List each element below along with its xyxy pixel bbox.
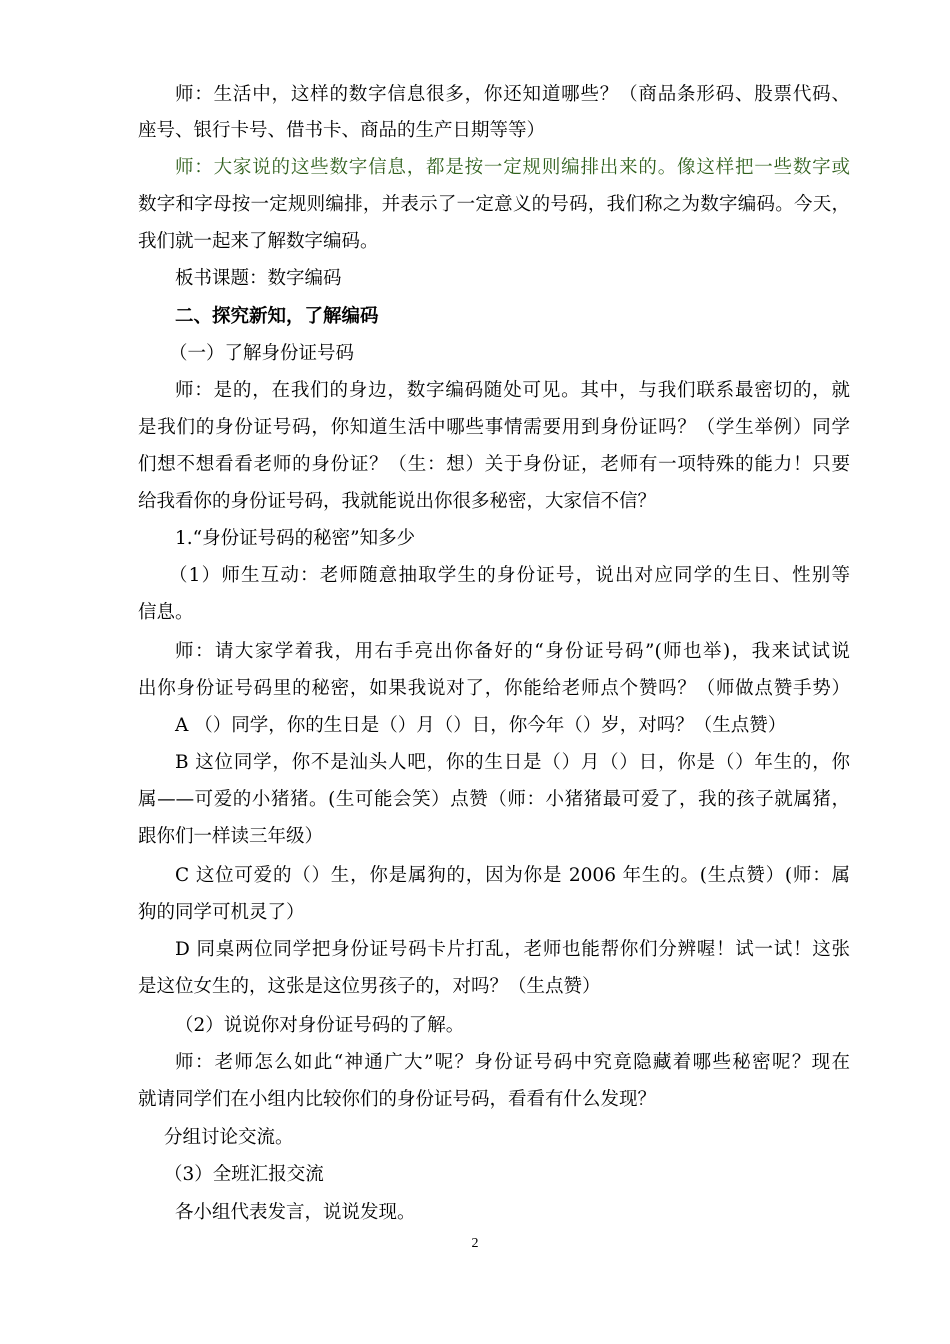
paragraph-line: D 同桌两位同学把身份证号码卡片打乱，老师也能帮你们分辨喔！试一试！这张 (175, 939, 850, 960)
paragraph-line: B 这位同学，你不是汕头人吧，你的生日是（）月（）日，你是（）年生的，你 (175, 752, 850, 773)
paragraph-line: 给我看你的身份证号码，我就能说出你很多秘密，大家信不信？ (138, 491, 657, 512)
section-heading: 二、探究新知，了解编码 (175, 306, 379, 327)
paragraph-line: 是我们的身份证号码，你知道生活中哪些事情需要用到身份证吗？（学生举例）同学 (138, 417, 850, 438)
paragraph-line-highlighted: 师：大家说的这些数字信息，都是按一定规则编排出来的。像这样把一些数字或 (175, 157, 850, 178)
paragraph-line: 各小组代表发言，说说发现。 (175, 1202, 416, 1223)
paragraph-line: 是这位女生的，这张是这位男孩子的，对吗？（生点赞） (138, 976, 601, 997)
paragraph-line: 跟你们一样读三年级） (138, 826, 324, 847)
paragraph-line: 数字和字母按一定规则编排，并表示了一定意义的号码，我们称之为数字编码。今天， (138, 194, 850, 215)
subsection-heading: （2）说说你对身份证号码的了解。 (175, 1015, 465, 1036)
paragraph-line: 师：老师怎么如此“神通广大”呢？身份证号码中究竟隐藏着哪些秘密呢？现在 (175, 1052, 850, 1073)
paragraph-line: 师：请大家学着我，用右手亮出你备好的“身份证号码”(师也举)，我来试试说 (175, 641, 850, 662)
paragraph-line: 就请同学们在小组内比较你们的身份证号码，看看有什么发现？ (138, 1089, 657, 1110)
paragraph-line: C 这位可爱的（）生，你是属狗的，因为你是 2006 年生的。(生点赞）(师：属 (175, 865, 850, 886)
paragraph-line: A （）同学，你的生日是（）月（）日，你今年（）岁，对吗？（生点赞） (175, 715, 787, 736)
paragraph-line: 属——可爱的小猪猪。(生可能会笑）点赞（师：小猪猪最可爱了，我的孩子就属猪， (138, 789, 850, 810)
paragraph-line: 板书课题：数字编码 (175, 268, 342, 289)
paragraph-line: 座号、银行卡号、借书卡、商品的生产日期等等） (138, 120, 546, 141)
paragraph-line: 师：生活中，这样的数字信息很多，你还知道哪些？（商品条形码、股票代码、 (175, 84, 850, 105)
page-number: 2 (471, 1236, 479, 1251)
paragraph-line: 出你身份证号码里的秘密，如果我说对了，你能给老师点个赞吗？（师做点赞手势） (138, 678, 850, 699)
paragraph-line: 我们就一起来了解数字编码。 (138, 231, 379, 252)
paragraph-line: 信息。 (138, 602, 194, 623)
subsection-heading: （一）了解身份证号码 (169, 343, 355, 364)
subsection-heading: （3）全班汇报交流 (164, 1164, 324, 1185)
paragraph-line: 狗的同学可机灵了） (138, 902, 305, 923)
paragraph-line: 们想不想看看老师的身份证？（生：想）关于身份证，老师有一项特殊的能力！只要 (138, 454, 850, 475)
paragraph-line: 分组讨论交流。 (164, 1127, 294, 1148)
paragraph-line: 师：是的，在我们的身边，数字编码随处可见。其中，与我们联系最密切的，就 (175, 380, 850, 401)
paragraph-line: （1）师生互动：老师随意抽取学生的身份证号，说出对应同学的生日、性别等 (169, 565, 850, 586)
item-heading: 1.“身份证号码的秘密”知多少 (175, 528, 416, 549)
